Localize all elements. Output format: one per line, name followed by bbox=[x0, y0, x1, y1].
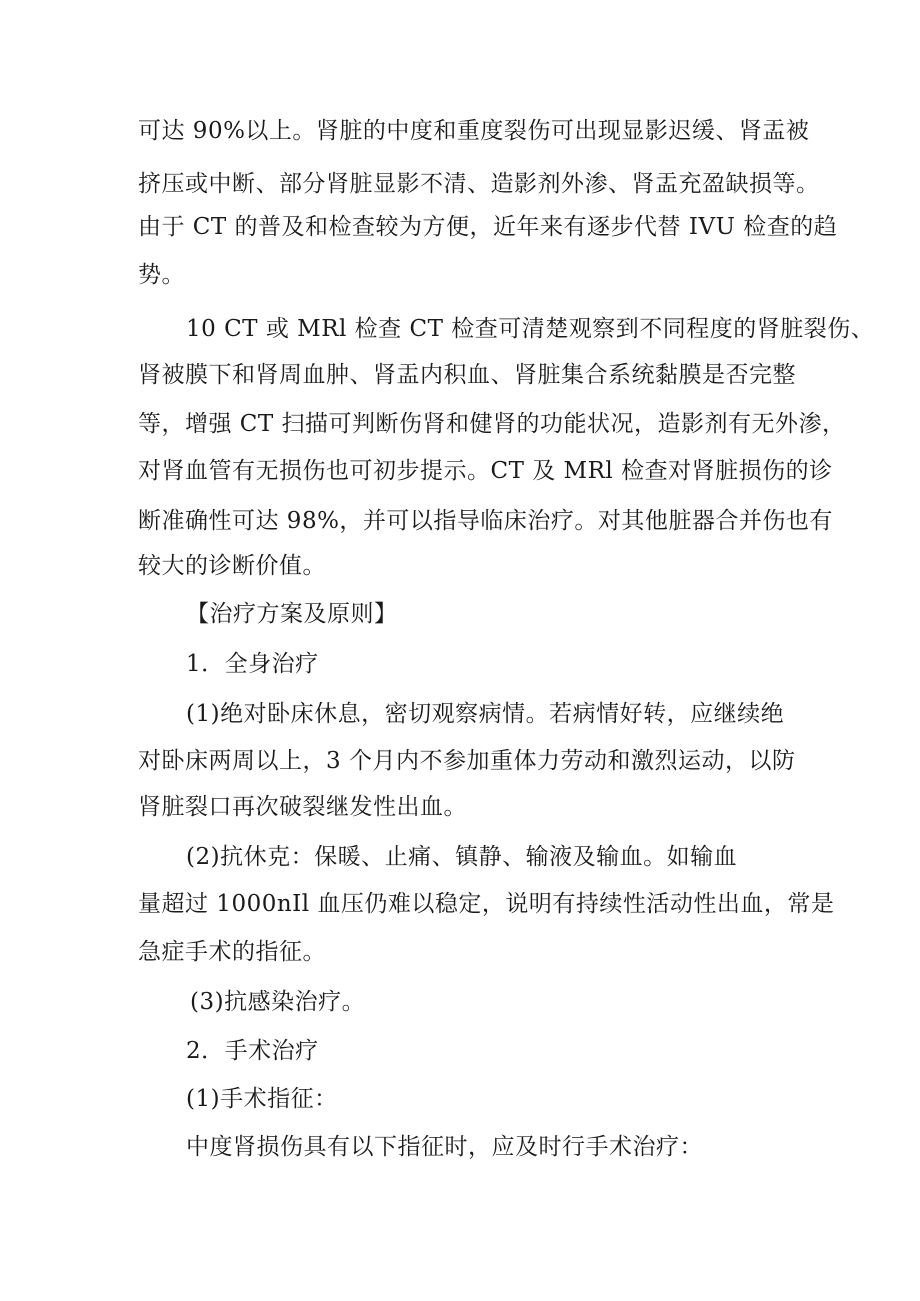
body-text-line: 肾脏裂口再次破裂继发性出血。 bbox=[138, 794, 467, 820]
body-text-line: 对卧床两周以上，3 个月内不参加重体力劳动和激烈运动，以防 bbox=[138, 748, 796, 774]
body-text-line: 由于 CT 的普及和检查较为方便，近年来有逐步代替 IVU 检查的趋 bbox=[138, 214, 838, 240]
body-text-line: 势。 bbox=[138, 262, 185, 288]
body-text-line: 等，增强 CT 扫描可判断伤肾和健肾的功能状况，造影剂有无外渗， bbox=[138, 411, 846, 437]
body-text-line: 较大的诊断价值。 bbox=[138, 553, 326, 579]
body-text-line: (1)手术指征： bbox=[186, 1086, 338, 1112]
section-heading: 【治疗方案及原则】 bbox=[186, 601, 398, 627]
body-text-line: 中度肾损伤具有以下指征时，应及时行手术治疗： bbox=[186, 1134, 703, 1160]
body-text-line: 量超过 1000nIl 血压仍难以稳定，说明有持续性活动性出血，常是 bbox=[138, 891, 835, 917]
body-text-line: (1)绝对卧床休息，密切观察病情。若病情好转，应继续绝 bbox=[186, 701, 785, 727]
body-text-line: (3)抗感染治疗。 bbox=[190, 989, 366, 1015]
body-text-line: 急症手术的指征。 bbox=[138, 939, 326, 965]
body-text-line: 对肾血管有无损伤也可初步提示。CT 及 MRl 检查对肾脏损伤的诊 bbox=[138, 458, 833, 484]
body-text-line: 可达 90%以上。肾脏的中度和重度裂伤可出现显影迟缓、肾盂被 bbox=[138, 118, 810, 144]
body-text-line: 10 CT 或 MRl 检查 CT 检查可清楚观察到不同程度的肾脏裂伤、 bbox=[186, 316, 875, 342]
subsection-heading: 1．全身治疗 bbox=[186, 651, 319, 677]
subsection-heading: 2．手术治疗 bbox=[186, 1038, 319, 1064]
body-text-line: 肾被膜下和肾周血肿、肾盂内积血、肾脏集合系统黏膜是否完整 bbox=[138, 362, 796, 388]
body-text-line: 挤压或中断、部分肾脏显影不清、造影剂外渗、肾盂充盈缺损等。 bbox=[138, 171, 820, 197]
body-text-line: (2)抗休克：保暖、止痛、镇静、输液及输血。如输血 bbox=[186, 844, 738, 870]
body-text-line: 断准确性可达 98%，并可以指导临床治疗。对其他脏器合并伤也有 bbox=[138, 508, 833, 534]
